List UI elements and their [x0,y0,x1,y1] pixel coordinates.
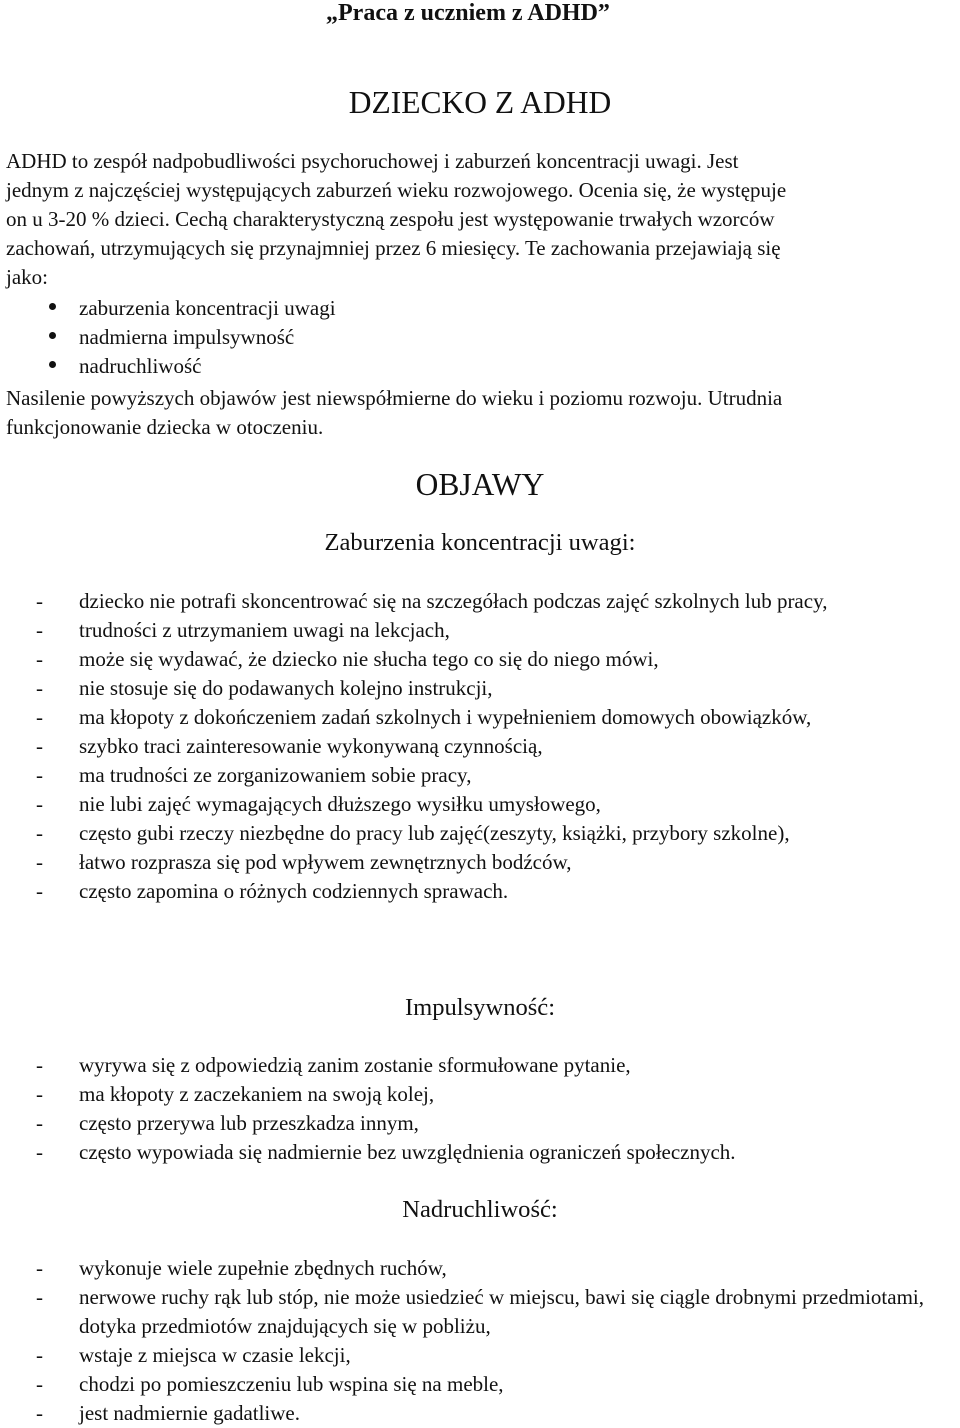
bullet-text: nadruchliwość [79,354,202,378]
dash-marker: - [36,850,43,874]
subheading-hyperactivity: Nadruchliwość: [402,1196,558,1223]
list-item [6,1254,954,1283]
list-item-text: nie stosuje się do podawanych kolejno instrukcji, [79,676,493,700]
paragraph-line: Nasilenie powyższych objawów jest niewspółmierne do wieku i poziomu rozwoju. Utrudnia [6,386,783,410]
list-item [6,732,954,761]
list-item [6,616,954,645]
dash-marker: - [36,1372,43,1396]
list-item [6,1080,954,1109]
list-item [6,1341,954,1370]
paragraph-line: funkcjonowanie dziecka w otoczeniu. [6,415,324,439]
section-heading-symptoms: OBJAWY [415,467,545,502]
list-item-text: ma kłopoty z zaczekaniem na swoją kolej, [79,1082,435,1106]
list-item-text: ma kłopoty z dokończeniem zadań szkolnych i wypełnieniem domowych obowiązków, [79,705,812,729]
impulsivity-symptom-list [6,1051,954,1167]
list-item [6,1399,954,1428]
subheading-impulsivity: Impulsywność: [404,994,556,1021]
list-item-text: trudności z utrzymaniem uwagi na lekcjach, [79,618,450,642]
list-item-text: często zapomina o różnych codziennych sprawach. [79,879,509,903]
dash-marker: - [36,879,43,903]
symptom-bullet-list [6,294,336,381]
dash-marker: - [36,734,43,758]
list-item [6,819,954,848]
dash-marker: - [36,763,43,787]
dash-marker: - [36,792,43,816]
dash-marker: - [36,618,43,642]
list-item-text: często gubi rzeczy niezbędne do pracy lub zajęć(zeszyty, książki, przybory szkolne), [79,821,790,845]
list-item [6,877,954,906]
dash-marker: - [36,647,43,671]
dash-marker: - [36,1285,43,1309]
dash-marker: - [36,705,43,729]
list-item [6,790,954,819]
list-item [6,848,954,877]
bullet-text: zaburzenia koncentracji uwagi [79,296,336,320]
subheading-attention: Zaburzenia koncentracji uwagi: [324,529,636,556]
dash-marker: - [36,1053,43,1077]
list-item [6,674,954,703]
list-item-text: często przerywa lub przeszkadza innym, [79,1111,419,1135]
dash-marker: - [36,589,43,613]
list-item-text: często wypowiada się nadmiernie bez uwzględnienia ograniczeń społecznych. [79,1140,736,1164]
list-item [6,1051,954,1080]
list-item-text: nerwowe ruchy rąk lub stóp, nie może usiedzieć w miejscu, bawi się ciągle drobnymi przedmiotami, dotyka przedmiotów znajdujących się w pobliżu, [79,1285,924,1338]
dash-marker: - [36,1111,43,1135]
list-item-text: chodzi po pomieszczeniu lub wspina się na meble, [79,1372,504,1396]
bullet-icon [49,303,56,310]
bullet-item [6,323,336,352]
bullet-item [6,352,336,381]
list-item-text: może się wydawać, że dziecko nie słucha tego co się do niego mówi, [79,647,659,671]
hyperactivity-symptom-list [6,1254,954,1428]
bullet-item [6,294,336,323]
list-item [6,1370,954,1399]
outro-paragraph [6,384,954,442]
list-item-text: szybko traci zainteresowanie wykonywaną czynnością, [79,734,543,758]
list-item [6,1138,954,1167]
dash-marker: - [36,1140,43,1164]
bullet-text: nadmierna impulsywność [79,325,295,349]
list-item-text: wstaje z miejsca w czasie lekcji, [79,1343,351,1367]
paragraph-line: jako: [6,265,48,289]
list-item-text: nie lubi zajęć wymagających dłuższego wysiłku umysłowego, [79,792,601,816]
list-item-text: łatwo rozprasza się pod wpływem zewnętrznych bodźców, [79,850,572,874]
list-item-text: wykonuje wiele zupełnie zbędnych ruchów, [79,1256,447,1280]
dash-marker: - [36,821,43,845]
bullet-icon [49,332,56,339]
list-item-text: ma trudności ze zorganizowaniem sobie pracy, [79,763,472,787]
paragraph-line: jednym z najczęściej występujących zaburzeń wieku rozwojowego. Ocenia się, że występuje [6,178,787,202]
list-item-text: dziecko nie potrafi skoncentrować się na szczegółach podczas zajęć szkolnych lub pracy, [79,589,828,613]
list-item [6,587,954,616]
dash-marker: - [36,1401,43,1425]
document-title: „Praca z uczniem z ADHD” [326,0,610,26]
list-item [6,703,954,732]
paragraph-line: on u 3-20 % dzieci. Cechą charakterystyczną zespołu jest występowanie trwałych wzorców [6,207,775,231]
paragraph-line: ADHD to zespół nadpobudliwości psychoruchowej i zaburzeń koncentracji uwagi. Jest [6,149,739,173]
list-item [6,1109,954,1138]
list-item [6,761,954,790]
dash-marker: - [36,1343,43,1367]
dash-marker: - [36,1256,43,1280]
paragraph-line: zachowań, utrzymujących się przynajmniej przez 6 miesięcy. Te zachowania przejawiają się [6,236,781,260]
list-item [6,1283,954,1341]
intro-paragraph [6,147,954,292]
list-item-text: jest nadmiernie gadatliwe. [79,1401,301,1425]
section-heading-adhd-child: DZIECKO Z ADHD [348,85,612,120]
bullet-icon [49,361,56,368]
attention-symptom-list [6,587,954,906]
list-item [6,645,954,674]
dash-marker: - [36,676,43,700]
dash-marker: - [36,1082,43,1106]
list-item-text: wyrywa się z odpowiedzią zanim zostanie sformułowane pytanie, [79,1053,631,1077]
